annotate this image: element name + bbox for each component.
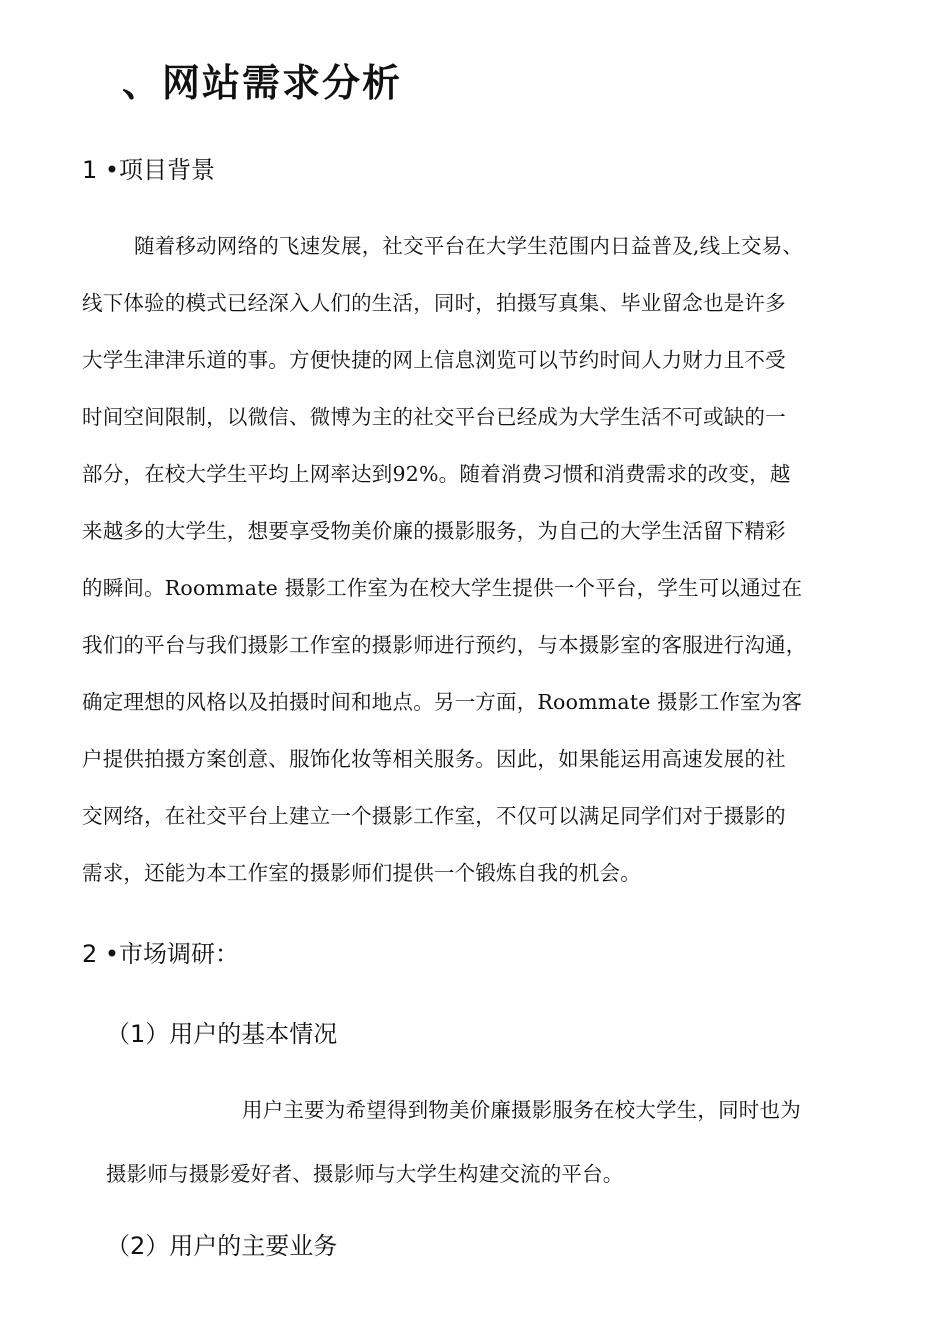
paragraph-line: 需求，还能为本工作室的摄影师们提供一个锻炼自我的机会。 (82, 861, 641, 885)
paragraph-line: 时间空间限制，以微信、微博为主的社交平台已经成为大学生活不可或缺的一 (82, 405, 786, 429)
paragraph-line: 部分，在校大学生平均上网率达到92%。随着消费习惯和消费需求的改变，越 (82, 462, 791, 486)
paragraph-line: 摄影师与摄影爱好者、摄影师与大学生构建交流的平台。 (106, 1162, 624, 1186)
section-heading-market-research: 2 •市场调研： (82, 940, 240, 968)
paragraph-line: 户提供拍摄方案创意、服饰化妆等相关服务。因此，如果能运用高速发展的社 (82, 747, 786, 771)
paragraph-line: 线下体验的模式已经深入人们的生活，同时，拍摄写真集、毕业留念也是许多 (82, 291, 786, 315)
paragraph-line: 大学生津津乐道的事。方便快捷的网上信息浏览可以节约时间人力财力且不受 (82, 348, 786, 372)
paragraph-line: 交网络，在社交平台上建立一个摄影工作室，不仅可以满足同学们对于摄影的 (82, 804, 786, 828)
paragraph-line: 确定理想的风格以及拍摄时间和地点。另一方面，Roommate 摄影工作室为客 (82, 690, 803, 714)
subheading-user-business: （2）用户的主要业务 (106, 1232, 338, 1260)
section-heading-project-background: 1 •项目背景 (82, 156, 216, 184)
paragraph-line: 随着移动网络的飞速发展，社交平台在大学生范围内日益普及,线上交易、 (134, 234, 804, 258)
page-title: 、网站需求分析 (122, 61, 403, 105)
paragraph-line: 来越多的大学生，想要享受物美价廉的摄影服务，为自己的大学生活留下精彩 (82, 519, 786, 543)
paragraph-line: 用户主要为希望得到物美价廉摄影服务在校大学生，同时也为 (242, 1098, 801, 1122)
subheading-user-basics: （1）用户的基本情况 (106, 1020, 338, 1048)
paragraph-line: 我们的平台与我们摄影工作室的摄影师进行预约，与本摄影室的客服进行沟通， (82, 633, 807, 657)
paragraph-line: 的瞬间。Roommate 摄影工作室为在校大学生提供一个平台，学生可以通过在 (82, 576, 803, 600)
